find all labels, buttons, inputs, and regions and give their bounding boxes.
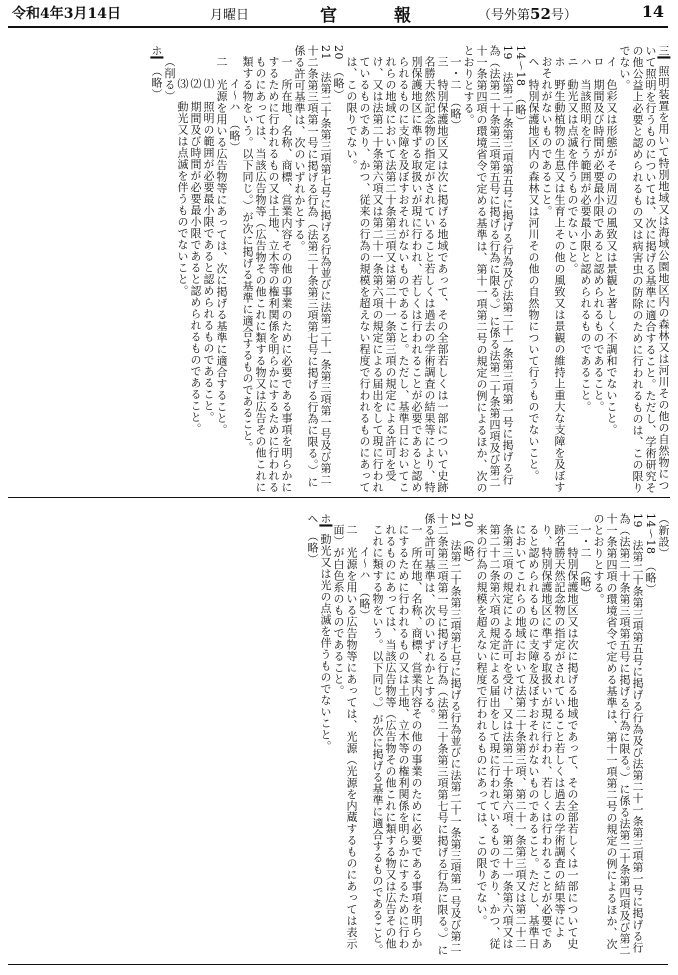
- footer-rule: [8, 964, 668, 965]
- upper-paragraph: ⑵ 期間及び時間が必要最小限であると認められるものであること。: [189, 78, 202, 435]
- lower-paragraph: 21 法第二十条第三項第七号に掲げる行為並びに法第二十一条第三項第一号及び第二十二条第三項第一号に掲げる行為（法第二十条第三項第七号に掲げる行為に限る。）に係る許可基準は、次のいずれかとする。: [423, 513, 462, 956]
- revised-text-section: [8, 34, 670, 494]
- upper-paragraph: 14〜18 （略）: [514, 45, 527, 127]
- revised-text-body: [8, 34, 670, 494]
- current-text-section: [8, 502, 670, 957]
- upper-paragraph: ロ 期間及び時間が必要最小限であると認められるものであること。: [592, 56, 605, 413]
- upper-paragraph: 三 特別保護地区又は次に掲げる地域であって、その全部若しくは一部について史跡名勝天然記念物の指定がされていること若しくは過去の学術調査の結果等により、特別保護地区に準ずる取扱いが現に行われ、若しくは行われることが必要であると認められるものに支障を及ぼすおそれがないものであること。ただし、基準日においてこれらの地域において法第二十条第三項又は第二十一条第三項の規定による許可を受け、又は法第二十条第六項又は第二十一条第六項の規定による届出をして現に行われているものであり、かつ、従来の行為の規模を超えない程度で行われるものにあっては、この限りでない。: [345, 56, 449, 493]
- upper-paragraph: ⑴ 照明の範囲が必要最小限であると認められるものであること。: [202, 78, 215, 423]
- upper-paragraph: 19 法第二十条第三項第五号に掲げる行為及び法第二十一条第三項第一号に掲げる行為（法第二十条第三項第五号に掲げる行為に限る。）に係る法第二十条第四項及び第二十一条第四項の環境省令で定める基準は、第十一項第二号の規定の例によるほか、次のとおりとする。: [462, 45, 514, 494]
- lower-paragraph: 19 法第二十条第三項第五号に掲げる行為及び法第二十一条第三項第一号に掲げる行為（法第二十条第三項第五号に掲げる行為に限る。）に係る法第二十条第四項及び第二十一条第四項の環境省令で定める基準は、第十一項第二号の規定の例によるほか、次のとおりとする。: [592, 513, 644, 956]
- lower-paragraph: 二 光源を用いる広告物等にあっては、光源（光源を内蔵するものにあっては表示面）が白色系のものであること。: [332, 524, 358, 950]
- upper-paragraph: ニ 動光又は点滅を伴うものでないこと。: [566, 56, 579, 275]
- lower-paragraph: 一・二 （略）: [579, 524, 592, 599]
- lower-paragraph: ホ▎動光又は光の点滅を伴うものでないこと。: [319, 513, 332, 752]
- lower-paragraph: 三 特別保護地区又は次に掲げる地域であって、その全部若しくは一部について史跡名勝天然記念物の指定がされていること若しくは過去の学術調査の結果等により、特別保護地区に準ずる取扱いが現に行われ、若しくは行われることが必要であると認められるものに支障を及ぼすおそれがないものであること。ただし、基準日においてこれらの地域において法第二十条第三項、第二十一条第三項又は第二十二条第三項の規定による許可を受け、又は法第二十条第六項、第二十一条第六項又は第二十二条第六項の規定による届出をして現に行われているものであり、かつ、従来の行為の規模を超えない程度で行われるものにあっては、この限りでない。: [475, 524, 579, 950]
- issue-date: 令和4年3月14日: [12, 6, 121, 22]
- lower-paragraph: イ〜ハ （略）: [358, 546, 371, 621]
- upper-paragraph: イ 色彩又は形態がその周辺の風致又は景観と著しく不調和でないこと。: [605, 56, 618, 436]
- lower-paragraph: 14〜18 （略）: [644, 513, 657, 595]
- page-number: 14: [641, 2, 664, 21]
- current-text-body: [8, 502, 670, 957]
- upper-paragraph: 21 法第二十条第三項第七号に掲げる行為並びに法第二十一条第三項第一号及び第二十二条第三項第一号に掲げる行為（法第二十条第三項第七号に掲げる行為に限る。）に係る許可基準は、次のいずれかとする。: [293, 45, 332, 488]
- issue-weekday: 月曜日: [210, 8, 250, 23]
- upper-paragraph: ヘ 特別保護地区内の森林又は河川その他の自然物について行うものでないこと。: [527, 56, 540, 482]
- upper-paragraph: ホ 野生動植物の生息又は生育上その他の風致又は景観の維持上重大な支障を及ぼすおそれがないものであること。: [540, 56, 566, 493]
- header-rule: [8, 26, 668, 28]
- section-divider: [8, 497, 670, 498]
- upper-paragraph: 二 光源を用いる広告物等にあっては、次に掲げる基準に適合すること。: [215, 56, 228, 436]
- upper-paragraph: （削る）: [163, 56, 176, 102]
- upper-paragraph: ハ 当該照明を行う範囲が必要最小限と認められるものであること。: [579, 56, 592, 413]
- upper-paragraph: イ〜ハ （略）: [228, 78, 241, 153]
- gazette-title: 官 報: [320, 6, 431, 26]
- issue-number: （号外第52号）: [478, 5, 577, 23]
- upper-paragraph: 20 （略）: [332, 45, 345, 101]
- upper-paragraph: ⑶ 動光又は点滅を伴うものでないこと。: [176, 78, 189, 297]
- lower-paragraph: （新設）: [657, 513, 670, 559]
- upper-paragraph: 三▎照明装置を用いて特別地域又は海域公園地区内の森林又は河川その他の自然物について照明を行うものについては、次に掲げる基準に適合すること。ただし、学術研究その他公益上必要と認められるもの又は病害虫の防除のために行われるものは、この限りでない。: [618, 45, 670, 494]
- lower-paragraph: 20 （略）: [462, 513, 475, 569]
- upper-paragraph: ホ▎（略）: [150, 45, 163, 100]
- upper-paragraph: 一 所在地、名称、商標、営業内容その他の事業のために必要である事項を明らかにするために行われるもの又は土地、立木等の権利関係を明らかにするために行われるものにあっては、当該広告物等（広告物その他これに類する物又は広告その他これに類する物をいう。以下同じ。）が次に掲げる基準に適合するものであること。: [241, 56, 293, 493]
- lower-paragraph: 一 所在地、名称、商標、営業内容その他の事業のために必要である事項を明らかにするために行われるもの又は土地、立木等の権利関係を明らかにするために行われるものにあっては、当該広告物等（広告物その他これに類する物又は広告その他これに類する物をいう。以下同じ。）が次に掲げる基準に適合するものであること。: [371, 524, 423, 956]
- upper-paragraph: 一・二 （略）: [449, 56, 462, 131]
- lower-paragraph: ヘ （略）: [306, 513, 319, 565]
